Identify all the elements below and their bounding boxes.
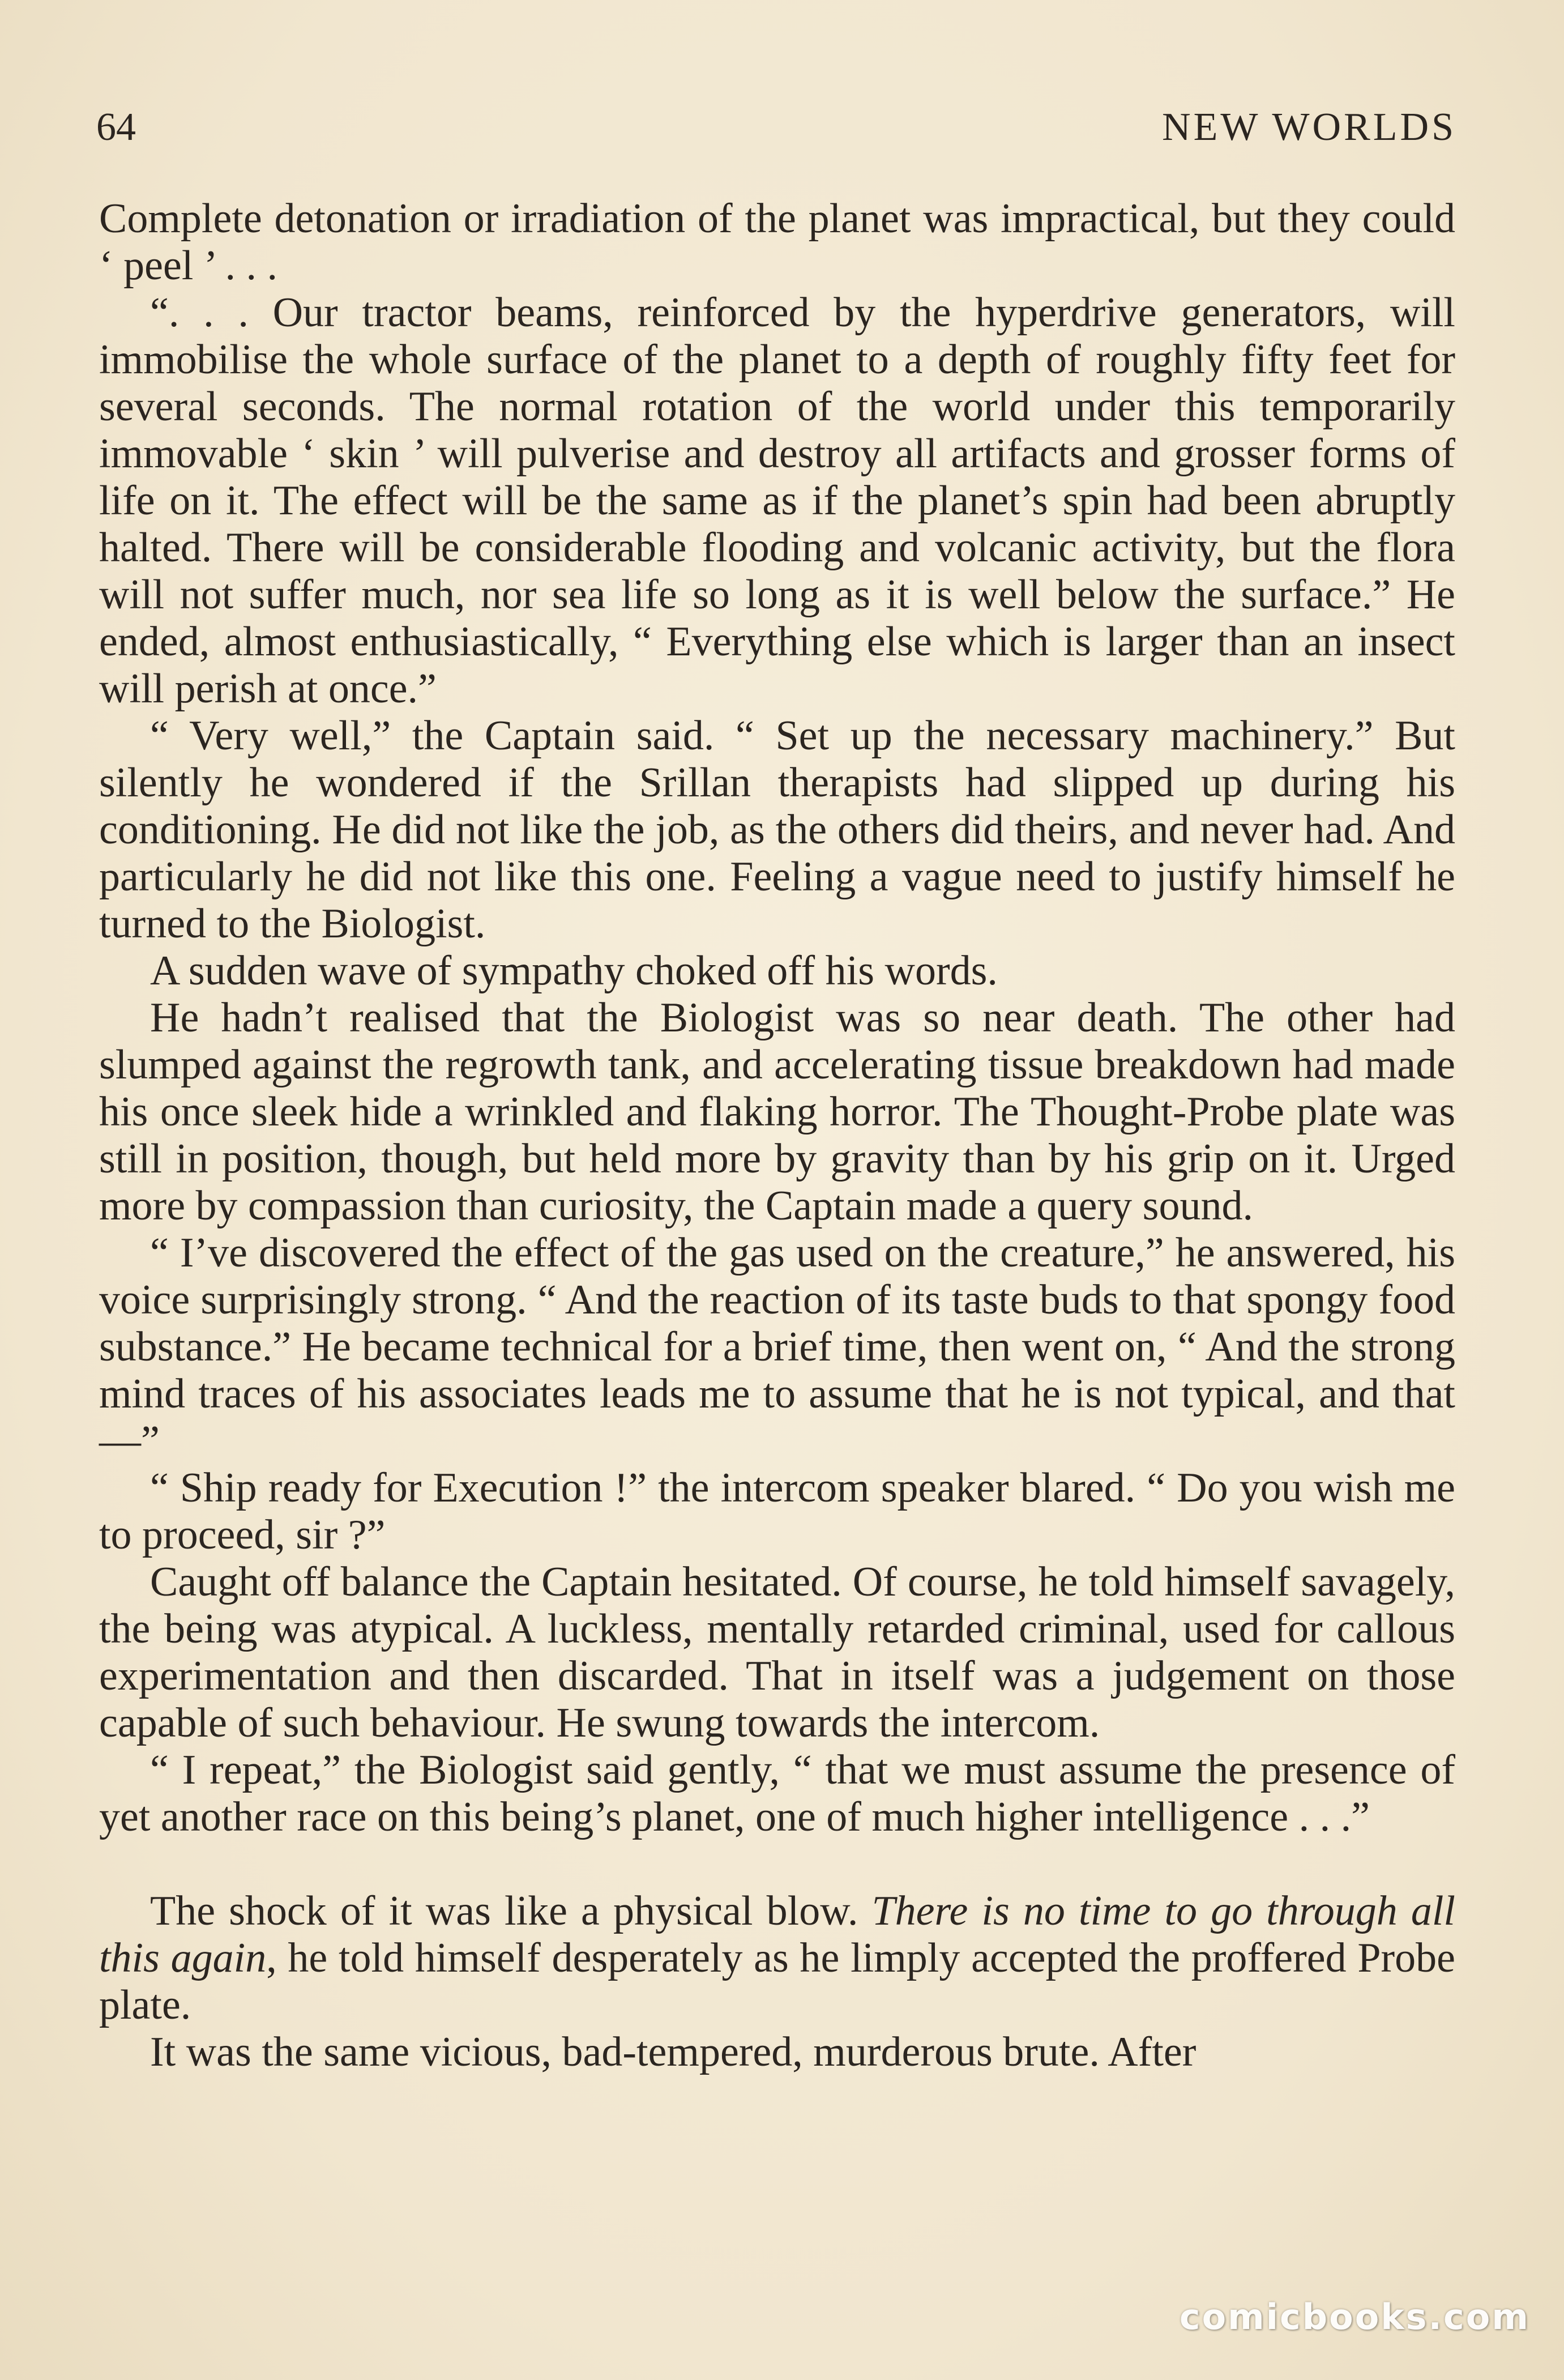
italic-thought: There is no time to go through all this again xyxy=(99,1888,1455,1981)
paragraph: “ Very well,” the Captain said. “ Set up the necessary machinery.” But silently he wondered if the Srillan therapists had slipped up during his conditioning. He did not like the job, as the others did theirs, and never had. And particularly he did not like this one. Feeling a vague need to justify himself he turned to the Biologist. xyxy=(99,713,1455,947)
page-number: 64 xyxy=(96,105,136,149)
watermark: comicbooks.com xyxy=(1179,2296,1530,2338)
paragraph: “ Ship ready for Execution !” the intercom speaker blared. “ Do you wish me to proceed, sir ?” xyxy=(99,1465,1455,1558)
paragraph: He hadn’t realised that the Biologist was so near death. The other had slumped against the regrowth tank, and accelerating tissue breakdown had made his once sleek hide a wrinkled and flaking horror. The Thought-Probe plate was still in position, though, but held more by gravity than by his grip on it. Urged more by compassion than curiosity, the Captain made a query sound. xyxy=(99,995,1455,1229)
paragraph-section-break xyxy=(99,1888,1455,2029)
paragraph-text: , he told himself desperately as he limply accepted the proffered Probe plate. xyxy=(99,1935,1455,2028)
paragraph: Caught off balance the Captain hesitated. Of course, he told himself savagely, the being was atypical. A luckless, mentally retarded criminal, used for callous experimentation and then discarded. That in itself was a judgement on those capable of such behaviour. He swung towards the intercom. xyxy=(99,1559,1455,1746)
page-header xyxy=(96,102,1456,153)
paragraph: Complete detonation or irradiation of the planet was impractical, but they could ‘ peel ’ . . . xyxy=(99,195,1455,289)
story-text xyxy=(99,195,1455,2076)
paragraph: “. . . Our tractor beams, reinforced by the hyperdrive generators, will immobilise the whole surface of the planet to a depth of roughly fifty feet for several seconds. The normal rotation of the world under this temporarily immovable ‘ skin ’ will pulverise and destroy all artifacts and grosser forms of life on it. The effect will be the same as if the planet’s spin had been abruptly halted. There will be considerable flooding and volcanic activity, but the flora will not suffer much, nor sea life so long as it is well below the surface.” He ended, almost enthusiastically, “ Everything else which is larger than an insect will perish at once.” xyxy=(99,289,1455,712)
paragraph-text: The shock of it was like a physical blow. xyxy=(150,1888,872,1934)
paragraph: It was the same vicious, bad-tempered, murderous brute. After xyxy=(150,2029,1196,2075)
paragraph: “ I repeat,” the Biologist said gently, “ that we must assume the presence of yet another race on this being’s planet, one of much higher intelligence . . .” xyxy=(99,1747,1455,1840)
paragraph: “ I’ve discovered the effect of the gas used on the creature,” he answered, his voice surprisingly strong. “ And the reaction of its taste buds to that spongy food substance.” He became technical for a brief time, then went on, “ And the strong mind traces of his associates leads me to assume that he is not typical, and that—” xyxy=(99,1230,1455,1464)
running-title: NEW WORLDS xyxy=(1162,105,1456,149)
paragraph: A sudden wave of sympathy choked off his words. xyxy=(150,948,998,994)
